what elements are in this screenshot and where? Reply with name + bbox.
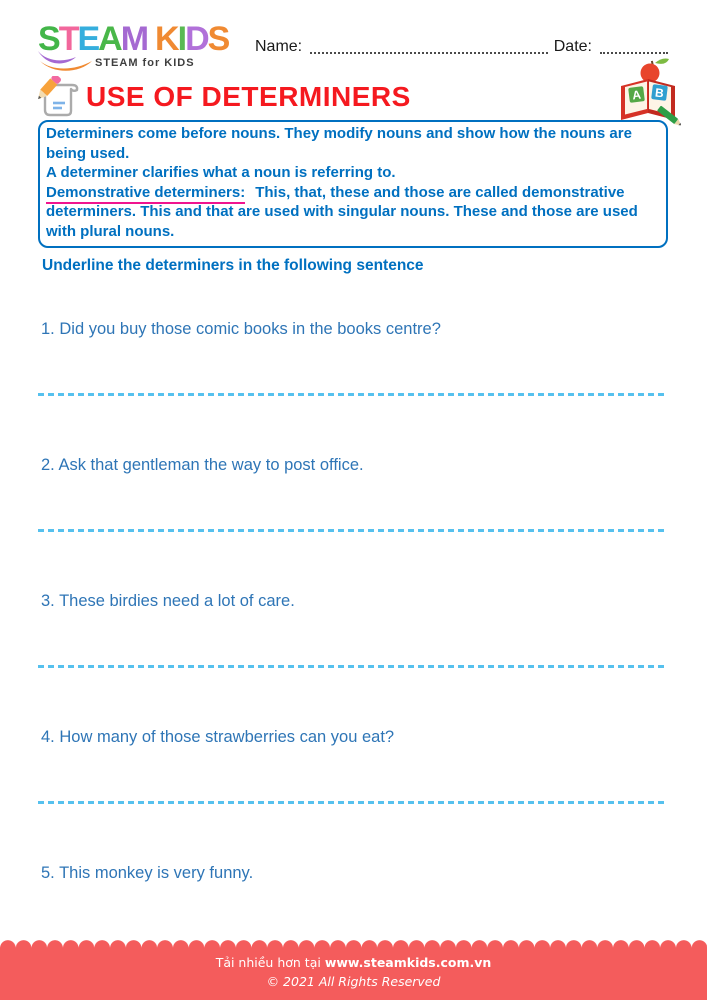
answer-line-3[interactable] bbox=[38, 665, 668, 668]
date-input-line[interactable] bbox=[600, 38, 668, 54]
book-abc-icon bbox=[615, 56, 681, 126]
question-4 bbox=[41, 728, 671, 747]
logo-letter: M bbox=[120, 20, 148, 58]
question-number: 3. bbox=[41, 592, 55, 610]
footer-url[interactable]: www.steamkids.com.vn bbox=[324, 955, 492, 970]
footer-copyright: © 2021 All Rights Reserved bbox=[266, 974, 441, 989]
footer bbox=[0, 938, 707, 1000]
question-number: 5. bbox=[41, 864, 55, 882]
footer-download-text bbox=[0, 948, 707, 970]
question-number: 2. bbox=[41, 456, 55, 474]
question-3 bbox=[41, 592, 671, 611]
logo-letter: D bbox=[185, 20, 208, 58]
question-5 bbox=[41, 864, 671, 883]
question-text: How many of those strawberries can you eat? bbox=[59, 728, 395, 746]
definition-paragraph-2: A determiner clarifies what a noun is referring to. bbox=[46, 164, 396, 181]
question-text: This monkey is very funny. bbox=[59, 864, 254, 882]
instruction-text: Underline the determiners in the following sentence bbox=[42, 257, 424, 274]
question-2 bbox=[41, 456, 671, 475]
question-text: Ask that gentleman the way to post office. bbox=[58, 456, 364, 474]
logo-letter: E bbox=[77, 20, 99, 58]
answer-line-4[interactable] bbox=[38, 801, 668, 804]
footer-scallop-edge bbox=[0, 938, 707, 948]
demonstrative-heading: Demonstrative determiners: bbox=[46, 184, 245, 204]
date-label: Date: bbox=[553, 38, 592, 55]
definition-paragraph-3 bbox=[46, 183, 659, 242]
footer-band bbox=[0, 948, 707, 1000]
definition-paragraph-1: Determiners come before nouns. They modify nouns and show how the nouns are being used. bbox=[46, 125, 632, 162]
logo-letter: A bbox=[98, 20, 121, 58]
pencil-paper-icon bbox=[38, 76, 82, 118]
question-number: 4. bbox=[41, 728, 55, 746]
logo-letter: T bbox=[58, 20, 78, 58]
answer-line-1[interactable] bbox=[38, 393, 668, 396]
logo-swoosh-icon bbox=[36, 49, 100, 73]
answer-line-2[interactable] bbox=[38, 529, 668, 532]
name-date-row bbox=[255, 38, 668, 57]
logo-letter: I bbox=[177, 20, 186, 58]
question-1 bbox=[41, 320, 671, 339]
logo-letter: S bbox=[38, 20, 59, 58]
demonstrative-text: This, that, these and those are called demonstrative determiners. This and that are used with singular nouns. These and those are used with plural nouns. bbox=[46, 183, 638, 240]
question-number: 1. bbox=[41, 320, 55, 338]
svg-text:A: A bbox=[631, 87, 642, 103]
logo-letter: S bbox=[207, 20, 229, 58]
question-text: These birdies need a lot of care. bbox=[59, 592, 295, 610]
name-label: Name: bbox=[255, 38, 303, 55]
steam-kids-logo bbox=[38, 22, 248, 69]
question-text: Did you buy those comic books in the books centre? bbox=[59, 320, 441, 338]
definition-box bbox=[38, 120, 668, 248]
svg-text:B: B bbox=[654, 85, 665, 101]
name-input-line[interactable] bbox=[310, 38, 548, 54]
footer-prefix: Tải nhiều hơn tại bbox=[215, 955, 325, 970]
logo-tagline: STEAM for KIDS bbox=[95, 57, 195, 69]
title-row bbox=[38, 76, 411, 118]
logo-letter: K bbox=[155, 20, 178, 58]
page-title: USE OF DETERMINERS bbox=[86, 81, 411, 112]
